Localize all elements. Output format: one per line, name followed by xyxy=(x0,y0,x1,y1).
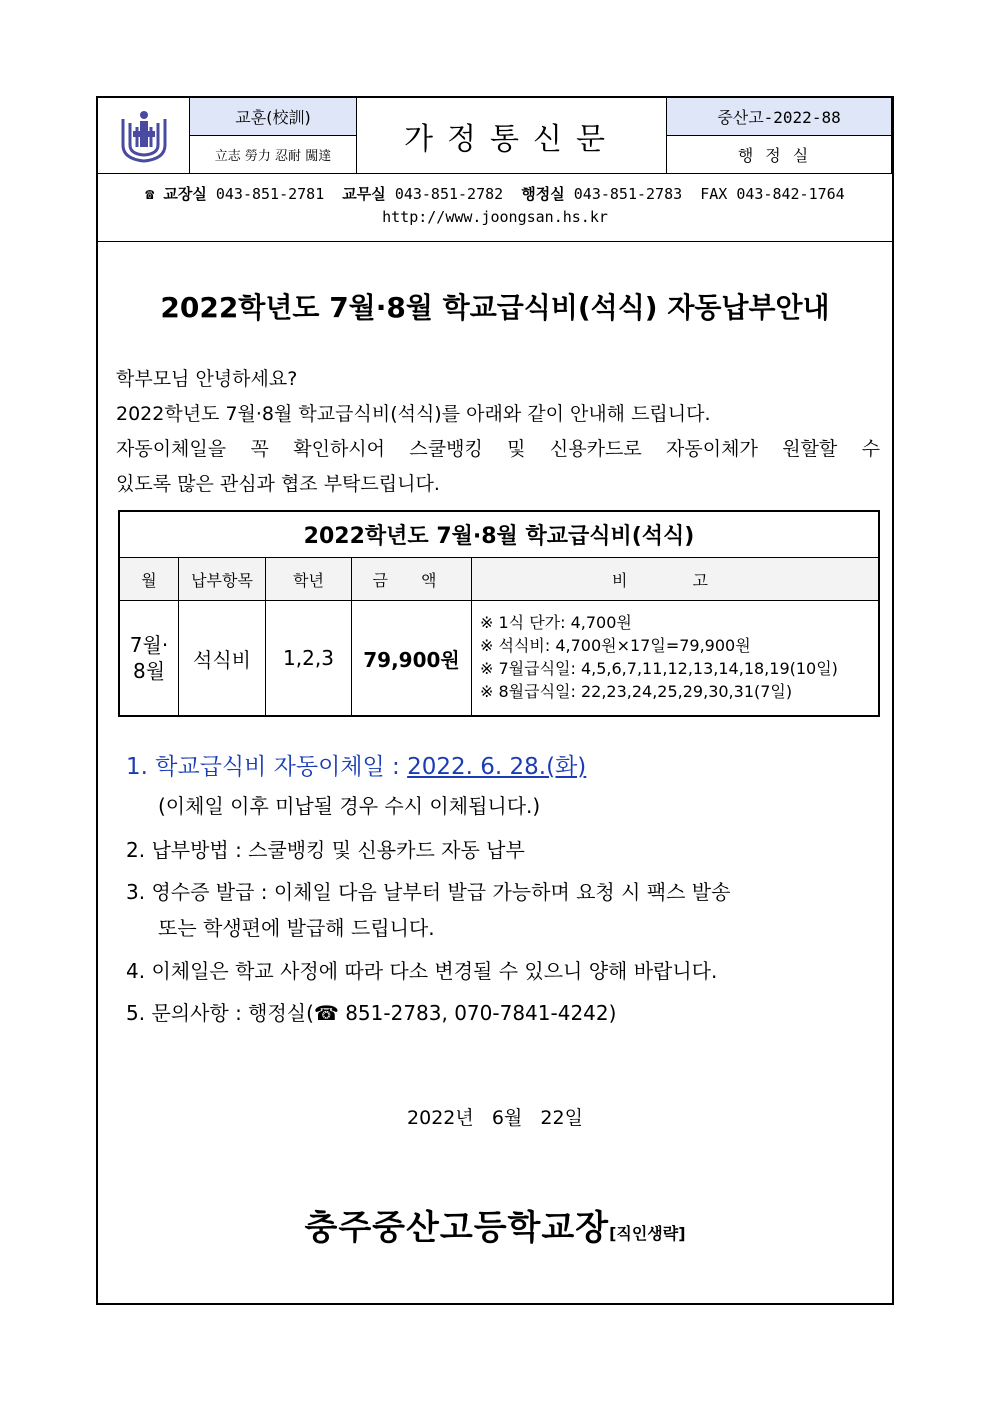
cell-amount: 79,900원 xyxy=(352,601,472,715)
header-grade: 학년 xyxy=(266,558,352,601)
school-logo xyxy=(98,98,190,174)
list-item: 5. 문의사항 : 행정실(☎ 851-2783, 070-7841-4242) xyxy=(126,1001,617,1025)
remark-line: ※ 1식 단가: 4,700원 xyxy=(480,613,632,632)
document-title: 2022학년도 7월·8월 학교급식비(석식) 자동납부안내 xyxy=(160,291,830,324)
header-month: 월 xyxy=(120,558,179,601)
issue-date: 2022년 6월 22일 xyxy=(407,1107,583,1129)
list-item-deadline xyxy=(126,748,586,781)
school-emblem-icon xyxy=(117,107,171,165)
newsletter-title: 가정통신문 xyxy=(357,98,667,174)
remark-line: ※ 7월급식일: 4,5,6,7,11,12,13,14,18,19(10일) xyxy=(480,659,838,678)
cell-item: 석식비 xyxy=(179,601,266,715)
month-text: 7월· xyxy=(129,633,169,657)
month-text: 8월 xyxy=(132,659,166,683)
seal-note: [직인생략] xyxy=(609,1224,686,1243)
list-item: 4. 이체일은 학교 사정에 따라 다소 변경될 수 있으니 양해 바랍니다. xyxy=(126,959,718,983)
intro-line: 있도록 많은 관심과 협조 부탁드립니다. xyxy=(116,473,440,495)
school-website[interactable]: http://www.joongsan.hs.kr xyxy=(382,208,608,226)
intro-line: 학부모님 안녕하세요? xyxy=(116,368,298,390)
header-amount: 금 액 xyxy=(352,558,472,601)
academic-office-label: 교무실 xyxy=(342,185,386,203)
fax-label: FAX xyxy=(700,185,728,203)
contact-phones xyxy=(98,183,892,206)
phone-icon: ☎ xyxy=(145,185,155,203)
fee-table xyxy=(118,510,880,717)
department: 행정실 xyxy=(667,136,892,174)
document-number: 중산고-2022-88 xyxy=(667,98,892,136)
header-table xyxy=(98,98,892,174)
admin-office-label: 행정실 xyxy=(521,185,565,203)
motto-label: 교훈(校訓) xyxy=(190,98,357,136)
list-item: 3. 영수증 발급 : 이체일 다음 날부터 발급 가능하며 요청 시 팩스 발송 xyxy=(126,880,731,904)
deadline-date: 2022. 6. 28.(화) xyxy=(407,754,587,780)
contact-info xyxy=(98,174,892,242)
header-remarks: 비 고 xyxy=(472,558,878,601)
academic-office-number: 043-851-2782 xyxy=(394,185,504,203)
fax-number: 043-842-1764 xyxy=(736,185,845,203)
signature xyxy=(98,1200,892,1249)
fee-table-title: 2022학년도 7월·8월 학교급식비(석식) xyxy=(120,512,878,558)
notice-frame xyxy=(96,96,894,1305)
list-item: 또는 학생편에 발급해 드립니다. xyxy=(158,916,435,940)
principal-office-number: 043-851-2781 xyxy=(215,185,325,203)
deadline-label: 1. 학교급식비 자동이체일 : xyxy=(126,754,408,780)
intro-line: 자동이체일을 꼭 확인하시어 스쿨뱅킹 및 신용카드로 자동이체가 원할할 수 xyxy=(116,438,880,460)
cell-remarks xyxy=(472,601,878,715)
header-item: 납부항목 xyxy=(179,558,266,601)
admin-office-number: 043-851-2783 xyxy=(573,185,683,203)
cell-grade: 1,2,3 xyxy=(266,601,352,715)
intro-text xyxy=(116,362,880,502)
intro-line: 2022학년도 7월·8월 학교급식비(석식)를 아래와 같이 안내해 드립니다. xyxy=(116,403,711,425)
list-item: 2. 납부방법 : 스쿨뱅킹 및 신용카드 자동 납부 xyxy=(126,838,525,862)
motto-value: 立志 勞力 忍耐 闖達 xyxy=(190,136,357,174)
principal-office-label: 교장실 xyxy=(163,185,207,203)
remark-line: ※ 8월급식일: 22,23,24,25,29,30,31(7일) xyxy=(480,682,793,701)
principal-name: 충주중산고등학교장 xyxy=(304,1208,610,1248)
remark-line: ※ 석식비: 4,700원×17일=79,900원 xyxy=(480,636,751,655)
cell-month xyxy=(120,601,179,715)
list-item-note: (이체일 이후 미납될 경우 수시 이체됩니다.) xyxy=(158,794,541,818)
